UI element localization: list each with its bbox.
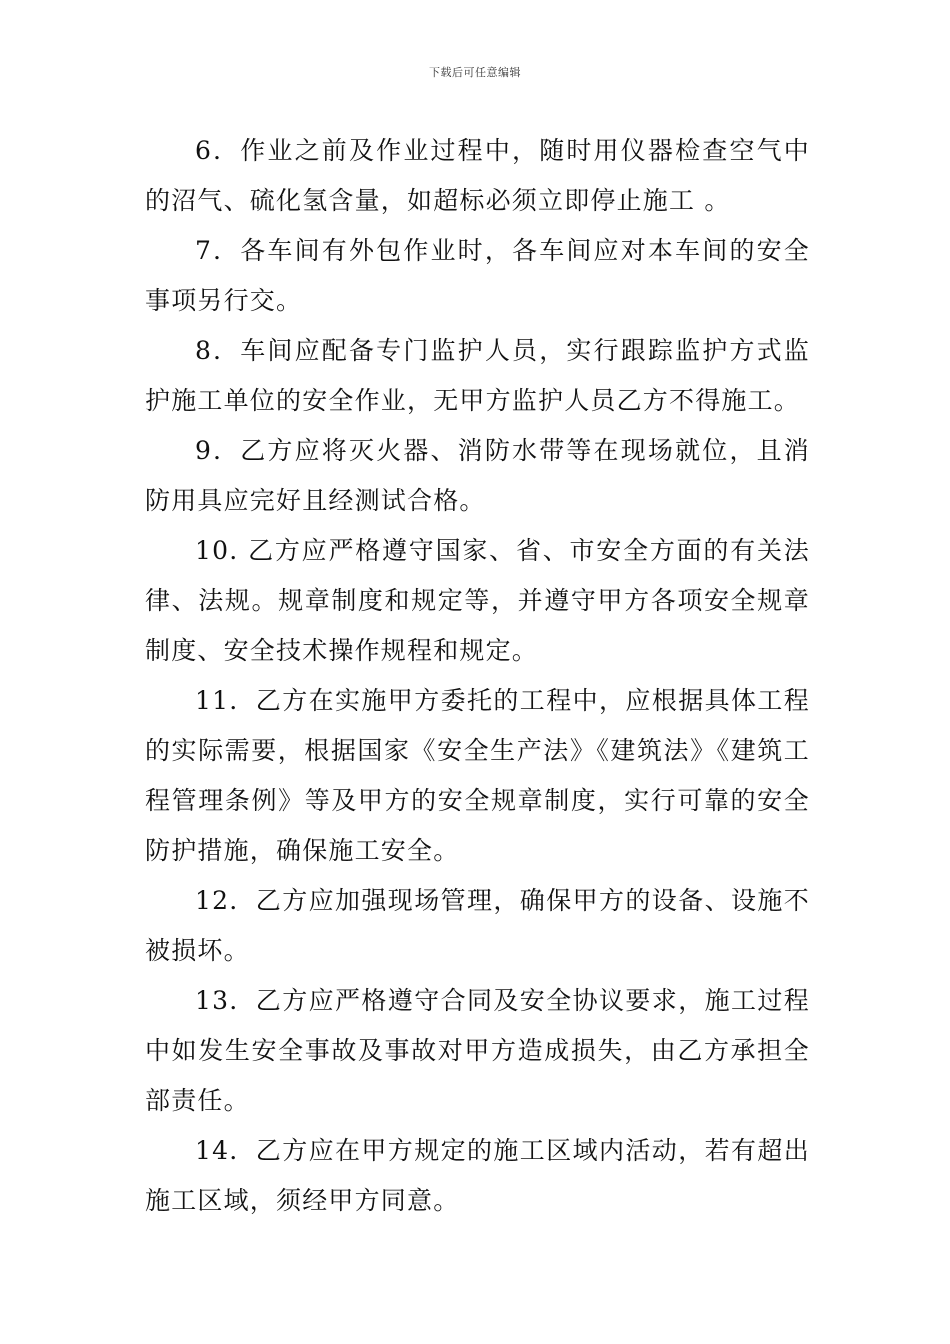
paragraph-item-10: 10. 乙方应严格遵守国家、省、市安全方面的有关法律、法规。规章制度和规定等，并遵守甲方各项安全规章制度、安全技术操作规程和规定。 <box>145 536 810 665</box>
paragraph-item-6: 6．作业之前及作业过程中，随时用仪器检查空气中的沼气、硫化氢含量，如超标必须立即停止施工 。 <box>145 136 810 215</box>
page-header: 下载后可任意编辑 <box>429 66 521 79</box>
paragraph-item-11: 11．乙方在实施甲方委托的工程中，应根据具体工程的实际需要，根据国家《安全生产法》《建筑法》《建筑工程管理条例》等及甲方的安全规章制度，实行可靠的安全防护措施，确保施工安全。 <box>145 686 810 865</box>
paragraph-item-14: 14．乙方应在甲方规定的施工区域内活动，若有超出施工区域，须经甲方同意。 <box>145 1136 810 1215</box>
paragraph-item-12: 12．乙方应加强现场管理，确保甲方的设备、设施不被损坏。 <box>145 886 810 965</box>
paragraph-item-8: 8．车间应配备专门监护人员，实行跟踪监护方式监护施工单位的安全作业，无甲方监护人员乙方不得施工。 <box>145 336 810 415</box>
paragraph-item-9: 9．乙方应将灭火器、消防水带等在现场就位，且消防用具应完好且经测试合格。 <box>145 436 810 515</box>
paragraph-item-7: 7．各车间有外包作业时，各车间应对本车间的安全事项另行交。 <box>145 236 810 315</box>
document-body <box>145 126 810 1226</box>
paragraph-item-13: 13．乙方应严格遵守合同及安全协议要求，施工过程中如发生安全事故及事故对甲方造成损失，由乙方承担全部责任。 <box>145 986 810 1115</box>
